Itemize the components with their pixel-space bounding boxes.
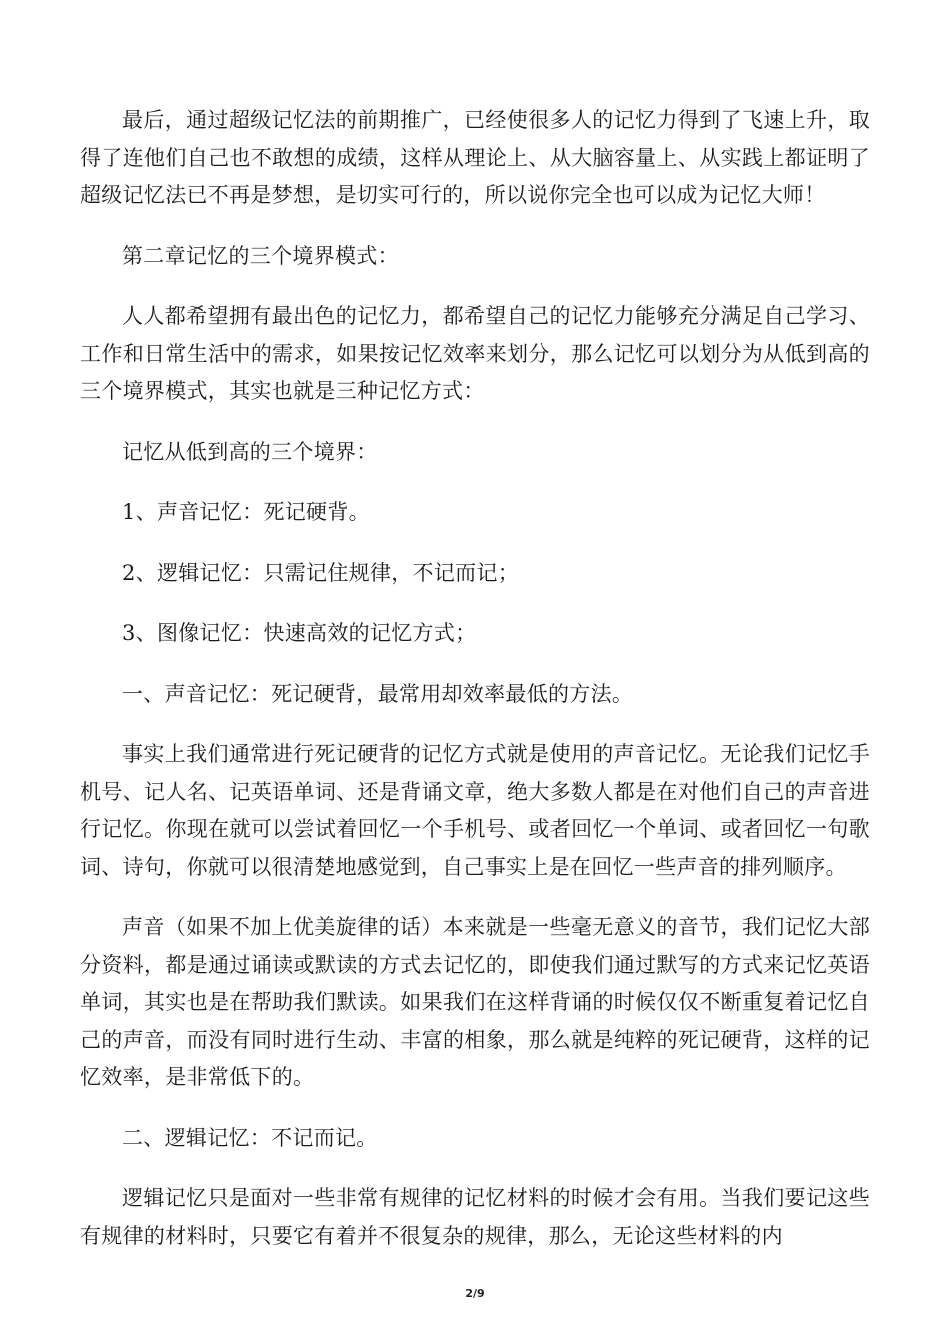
section-heading-logic: 二、逻辑记忆：不记而记。 (122, 1125, 378, 1150)
paragraph-sound-2: 声音（如果不加上优美旋律的话）本来就是一些毫无意义的音节，我们记忆大部分资料，都是通过诵读或默读的方式去记忆的，即使我们通过默写的方式来记忆英语单词，其实也是在帮助我们默读。如果我们在这样背诵的时候仅仅不断重复着记忆自己的声音，而没有同时进行生动、丰富的相象，那么就是纯粹的死记硬背，这样的记忆效率，是非常低下的。 (80, 915, 870, 1089)
paragraph-logic: 逻辑记忆只是面对一些非常有规律的记忆材料的时候才会有用。当我们要记这些有规律的材料时，只要它有着并不很复杂的规律，那么，无论这些材料的内 (80, 1186, 870, 1248)
list-item-1: 1、声音记忆：死记硬背。 (122, 500, 370, 524)
paragraph-intro: 人人都希望拥有最出色的记忆力，都希望自己的记忆力能够充分满足自己学习、工作和日常生活中的需求，如果按记忆效率来划分，那么记忆可以划分为从低到高的三个境界模式，其实也就是三种记忆方式： (80, 304, 870, 403)
section-heading-sound: 一、声音记忆：死记硬背，最常用却效率最低的方法。 (122, 681, 634, 706)
chapter-heading: 第二章记忆的三个境界模式： (122, 243, 399, 268)
list-heading: 记忆从低到高的三个境界： (122, 439, 378, 464)
page-number: 2/9 (465, 1287, 485, 1300)
document-body (80, 102, 870, 1255)
paragraph-conclusion: 最后，通过超级记忆法的前期推广，已经使很多人的记忆力得到了飞速上升，取得了连他们自己也不敢想的成绩，这样从理论上、从大脑容量上、从实践上都证明了超级记忆法已不再是梦想，是切实可行的，所以说你完全也可以成为记忆大师！ (80, 108, 870, 207)
list-item-3: 3、图像记忆：快速高效的记忆方式； (122, 621, 477, 645)
list-item-2: 2、逻辑记忆：只需记住规律，不记而记； (122, 560, 520, 585)
paragraph-sound-1: 事实上我们通常进行死记硬背的记忆方式就是使用的声音记忆。无论我们记忆手机号、记人名、记英语单词、还是背诵文章，绝大多数人都是在对他们自己的声音进行记忆。你现在就可以尝试着回忆一个手机号、或者回忆一个单词、或者回忆一句歌词、诗句，你就可以很清楚地感觉到，自己事实上是在回忆一些声音的排列顺序。 (80, 742, 870, 879)
